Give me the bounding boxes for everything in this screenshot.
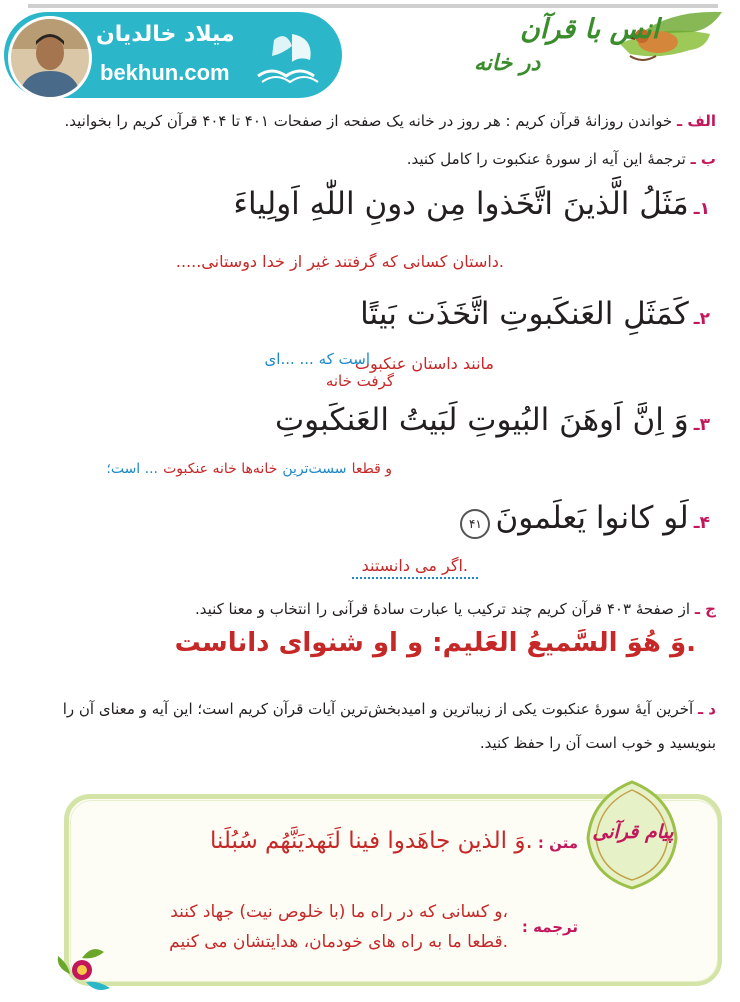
verse-item-3 (275, 402, 710, 438)
answer-2-blank: است که ... ...ای (264, 350, 370, 368)
verse-text: لَو کانوا یَعلَمونَ (495, 500, 689, 536)
answer-1: .داستان کسانی که گرفتند غیر از خدا دوستانی..... (175, 252, 504, 271)
answer-3-part: خانه‌ها خانه عنکبوت (163, 461, 278, 477)
verse-item-1 (233, 186, 710, 222)
section-subtitle: در خانه (474, 50, 541, 76)
ayah-number-badge: ۴۱ (460, 509, 490, 539)
author-name: میلاد خالدیان (96, 22, 235, 47)
text-label: متن : (537, 834, 578, 852)
section-a-marker: الف ـ (677, 112, 716, 130)
verse-text: مَثَلُ الَّذینَ اتَّخَذوا مِن دونِ اللّٰهِ اَولِیاءَ (233, 186, 689, 222)
quranic-message-title: پیام قرآنی (592, 821, 674, 843)
answer-2-main: مانند داستان عنکبوت (354, 354, 494, 373)
section-b (407, 150, 716, 168)
section-c (195, 600, 716, 618)
item-number: ۳ـ (693, 415, 710, 435)
verse-text: وَ اِنَّ اَوهَنَ البُیوتِ لَبَیتُ العَنکَبوتِ (274, 402, 689, 438)
section-c-text: از صفحهٔ ۴۰۳ قرآن کریم چند ترکیب یا عبارت سادهٔ قرآنی را انتخاب و معنا کنید. (194, 600, 691, 618)
verse-item-4 (460, 500, 710, 539)
section-b-marker: ب ـ (690, 150, 716, 168)
section-b-text: ترجمهٔ این آیه از سورهٔ عنکبوت را کامل کنید. (406, 150, 686, 168)
section-title: انس با قرآن (520, 14, 660, 45)
answer-3-part: و قطعا (351, 461, 392, 477)
section-d-line2: بنویسید و خوب است آن را حفظ کنید. (479, 734, 716, 752)
avatar (8, 16, 92, 100)
verse-item-2 (360, 296, 710, 332)
answer-3-part: سست‌ترین (282, 461, 347, 477)
answer-4: .اگر می دانستند (352, 556, 478, 579)
message-text: .وَ الذین جاهَدوا فینا لَنَهدیَنَّهُم سُبُلَنا (209, 828, 533, 854)
verse-text: کَمَثَلِ العَنکَبوتِ اتَّخَذَت بَیتًا (360, 296, 689, 332)
answer-2-fill: گرفت خانه (325, 372, 394, 390)
section-d-line1: آخرین آیهٔ سورهٔ عنکبوت یکی از زیباترین و امیدبخش‌ترین آیات قرآن کریم است؛ این آیه و معنای آن را (62, 700, 694, 718)
section-c-answer: .وَ هُوَ السَّمیعُ العَلیم: و او شنوای داناست (174, 628, 696, 658)
item-number: ۲ـ (693, 309, 710, 329)
section-d (63, 700, 716, 718)
translation-line-1: ،و کسانی که در راه ما (با خلوص نیت) جهاد کنند (170, 902, 508, 922)
site-url[interactable]: bekhun.com (100, 60, 230, 85)
answer-3 (106, 458, 392, 477)
section-a (65, 112, 717, 130)
item-number: ۴ـ (693, 513, 710, 533)
message-text-row (210, 828, 578, 854)
bekhun-logo (252, 26, 330, 90)
section-d-marker: د ـ (697, 700, 716, 718)
translation-line-2: .قطعا ما به راه های خودمان، هدایتشان می کنیم (169, 932, 508, 952)
floral-ornament (52, 938, 122, 998)
translation-label: ترجمه : (521, 918, 578, 936)
section-a-text: خواندن روزانهٔ قرآن کریم : هر روز در خانه یک صفحه از صفحات ۴۰۱ تا ۴۰۴ قرآن کریم را بخوانید. (64, 112, 673, 130)
answer-3-part: ... است؛ (106, 461, 158, 477)
item-number: ۱ـ (693, 199, 710, 219)
section-c-marker: ج ـ (694, 600, 716, 618)
